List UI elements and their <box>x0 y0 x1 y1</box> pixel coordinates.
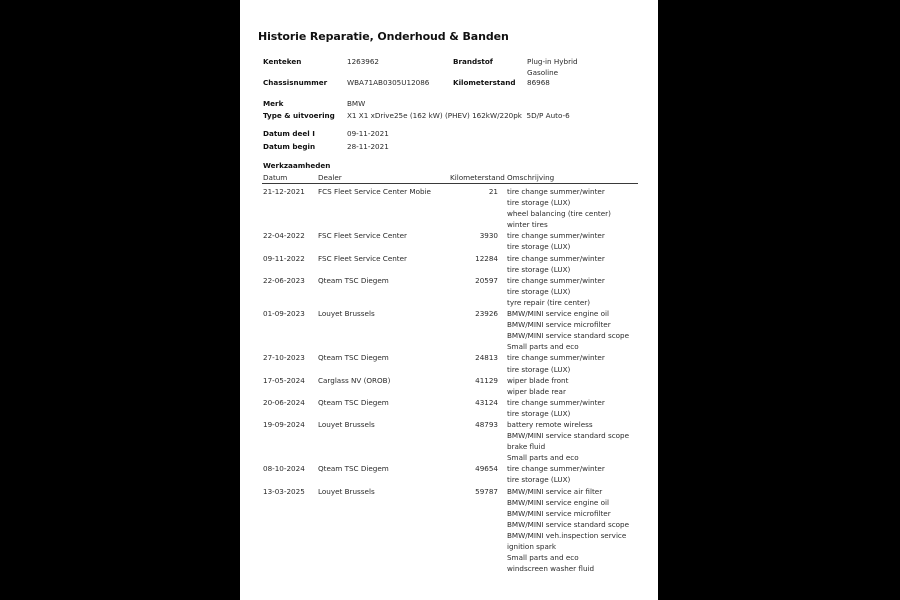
record-date: 13-03-2025 <box>263 486 305 496</box>
record-description-line: tire storage (LUX) <box>507 198 571 208</box>
table-row <box>263 419 648 463</box>
type-uitvoering-label: Type & uitvoering <box>263 111 335 120</box>
record-dealer: FSC Fleet Service Center <box>318 231 407 241</box>
record-descriptions <box>498 375 648 397</box>
record-date: 21-12-2021 <box>263 187 305 196</box>
record-description-line: tyre repair (tire center) <box>507 297 591 307</box>
record-date: 08-10-2024 <box>263 464 305 474</box>
table-row <box>263 463 648 485</box>
record-description-line: tire change summer/winter <box>507 464 605 474</box>
record-description-line: ignition spark <box>507 542 556 551</box>
record-descriptions <box>498 186 648 230</box>
table-row <box>263 230 648 252</box>
record-description-line: tire storage (LUX) <box>507 242 571 252</box>
record-description-line: BMW/MINI service air filter <box>507 486 603 496</box>
datum-deel1-label: Datum deel I <box>263 129 315 138</box>
record-description-line: tire storage (LUX) <box>507 286 571 296</box>
section-title-werkzaamheden: Werkzaamheden <box>263 161 331 170</box>
column-header-kilometerstand: Kilometerstand <box>450 173 505 182</box>
chassisnummer-label: Chassisnummer <box>263 78 328 87</box>
record-description-line: tire change summer/winter <box>507 397 605 407</box>
brandstof-label: Brandstof <box>453 57 493 66</box>
record-description-line: brake fluid <box>507 442 546 452</box>
record-description-line: battery remote wireless <box>507 419 593 429</box>
record-dealer: Qteam TSC Diegem <box>318 464 389 474</box>
record-date: 09-11-2022 <box>263 253 305 263</box>
record-description-line: BMW/MINI service microfilter <box>507 508 611 518</box>
kilometerstand-label: Kilometerstand <box>453 78 516 87</box>
datum-deel1-value: 09-11-2021 <box>347 129 389 138</box>
table-row <box>263 186 648 230</box>
record-kilometerstand: 12284 <box>475 253 498 263</box>
record-kilometerstand: 41129 <box>475 375 498 385</box>
record-description-line: BMW/MINI service microfilter <box>507 320 611 330</box>
table-row <box>263 352 648 374</box>
record-kilometerstand: 21 <box>488 187 498 196</box>
record-date: 22-04-2022 <box>263 231 305 241</box>
record-dealer: Qteam TSC Diegem <box>318 275 389 285</box>
record-kilometerstand: 24813 <box>475 353 498 363</box>
record-dealer: Louyet Brussels <box>318 419 375 429</box>
record-dealer: Louyet Brussels <box>318 309 375 319</box>
record-descriptions <box>498 352 648 374</box>
brandstof-value: Plug-in Hybrid Gasoline <box>527 57 578 77</box>
table-row <box>263 253 648 275</box>
column-header-omschrijving: Omschrijving <box>507 173 555 182</box>
table-row <box>263 486 648 575</box>
record-descriptions <box>498 419 648 463</box>
record-description-line: winter tires <box>507 220 548 230</box>
table-row <box>263 308 648 352</box>
record-description-line: tire change summer/winter <box>507 275 605 285</box>
kenteken-label: Kenteken <box>263 57 302 66</box>
record-dealer: Louyet Brussels <box>318 486 375 496</box>
record-kilometerstand: 23926 <box>475 309 498 319</box>
table-header-row <box>263 172 648 183</box>
record-description-line: tire change summer/winter <box>507 231 605 241</box>
record-dealer: FCS Fleet Service Center Mobie <box>318 187 431 196</box>
record-description-line: BMW/MINI veh.inspection service <box>507 530 627 540</box>
chassisnummer-value: WBA71AB0305U12086 <box>347 78 430 87</box>
table-header-divider <box>262 183 638 184</box>
record-description-line: wiper blade front <box>507 375 569 385</box>
record-description-line: Small parts and eco <box>507 342 579 352</box>
merk-label: Merk <box>263 99 284 108</box>
record-description-line: tire change summer/winter <box>507 353 605 363</box>
record-description-line: wheel balancing (tire center) <box>507 209 611 219</box>
record-kilometerstand: 3930 <box>479 231 498 241</box>
record-kilometerstand: 48793 <box>475 419 498 429</box>
record-description-line: BMW/MINI service standard scope <box>507 519 630 529</box>
document-page <box>240 0 658 600</box>
record-description-line: windscreen washer fluid <box>507 564 595 574</box>
record-dealer: FSC Fleet Service Center <box>318 253 407 263</box>
record-description-line: BMW/MINI service standard scope <box>507 431 630 441</box>
record-description-line: tire storage (LUX) <box>507 408 571 418</box>
record-description-line: tire storage (LUX) <box>507 264 571 274</box>
kenteken-value: 1263962 <box>347 57 380 66</box>
column-header-datum: Datum <box>263 173 288 182</box>
record-descriptions <box>498 397 648 419</box>
record-description-line: Small parts and eco <box>507 553 579 563</box>
record-date: 01-09-2023 <box>263 309 305 319</box>
record-date: 27-10-2023 <box>263 353 305 363</box>
record-kilometerstand: 49654 <box>475 464 498 474</box>
record-description-line: Small parts and eco <box>507 453 579 463</box>
kilometerstand-value: 86968 <box>527 78 550 87</box>
record-date: 17-05-2024 <box>263 375 305 385</box>
record-description-line: tire change summer/winter <box>507 253 605 263</box>
record-kilometerstand: 20597 <box>475 275 498 285</box>
record-date: 19-09-2024 <box>263 419 305 429</box>
record-kilometerstand: 59787 <box>475 486 498 496</box>
record-descriptions <box>498 463 648 485</box>
column-header-dealer: Dealer <box>318 173 342 182</box>
record-descriptions <box>498 253 648 275</box>
record-description-line: wiper blade rear <box>507 386 566 396</box>
record-description-line: BMW/MINI service engine oil <box>507 497 609 507</box>
record-descriptions <box>498 275 648 308</box>
record-description-line: BMW/MINI service standard scope <box>507 331 630 341</box>
record-date: 22-06-2023 <box>263 275 305 285</box>
datum-begin-label: Datum begin <box>263 142 316 151</box>
record-kilometerstand: 43124 <box>475 397 498 407</box>
record-description-line: tire change summer/winter <box>507 187 605 196</box>
record-dealer: Carglass NV (OROB) <box>318 375 391 385</box>
datum-begin-value: 28-11-2021 <box>347 142 389 151</box>
record-descriptions <box>498 308 648 352</box>
record-dealer: Qteam TSC Diegem <box>318 353 389 363</box>
page-title: Historie Reparatie, Onderhoud & Banden <box>258 30 509 43</box>
record-date: 20-06-2024 <box>263 397 305 407</box>
record-description-line: tire storage (LUX) <box>507 364 571 374</box>
record-description-line: tire storage (LUX) <box>507 475 571 485</box>
service-records <box>263 186 648 574</box>
record-dealer: Qteam TSC Diegem <box>318 397 389 407</box>
record-descriptions <box>498 230 648 252</box>
type-uitvoering-value: X1 X1 xDrive25e (162 kW) (PHEV) 162kW/220pk 5D/P Auto-6 <box>347 111 570 120</box>
record-descriptions <box>498 486 648 575</box>
table-row <box>263 375 648 397</box>
table-row <box>263 397 648 419</box>
table-row <box>263 275 648 308</box>
record-description-line: BMW/MINI service engine oil <box>507 309 609 319</box>
merk-value: BMW <box>347 99 366 108</box>
